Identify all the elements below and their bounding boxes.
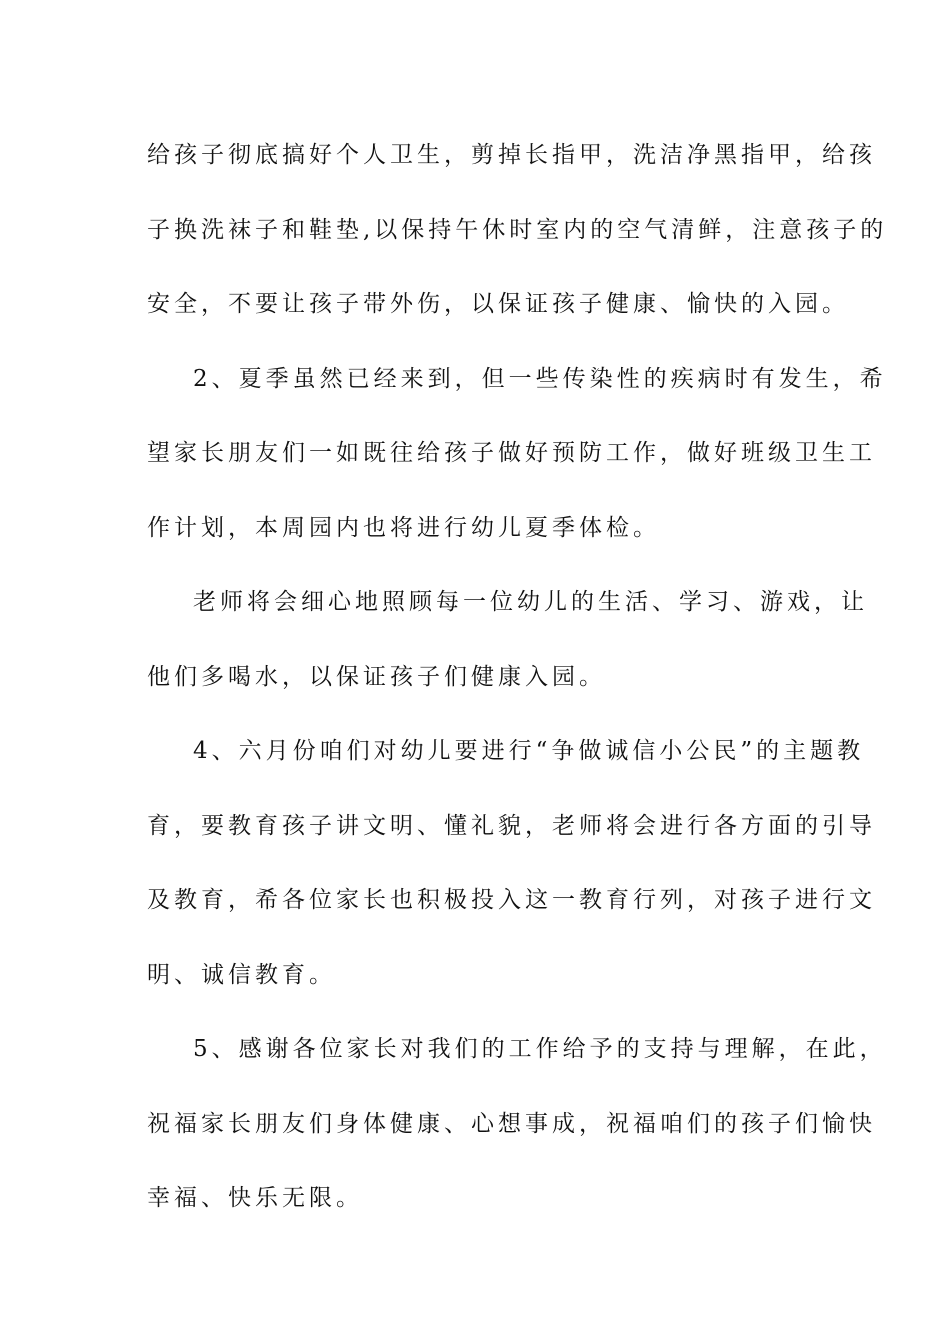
text-line: 明、诚信教育。 bbox=[147, 961, 336, 988]
text-line: 他们多喝水，以保证孩子们健康入园。 bbox=[147, 663, 606, 690]
text-line: 作计划，本周园内也将进行幼儿夏季体检。 bbox=[147, 514, 660, 541]
document-body bbox=[147, 118, 888, 1236]
paragraph-4-first-line: 4、六月份咱们对幼儿要进行“争做诚信小公民”的主题教 bbox=[193, 738, 865, 764]
text-line: 祝福家长朋友们身体健康、心想事成，祝福咱们的孩子们愉快 bbox=[147, 1110, 876, 1137]
text-line: 育，要教育孩子讲文明、懂礼貌，老师将会进行各方面的引导 bbox=[147, 812, 876, 839]
text-line: 望家长朋友们一如既往给孩子做好预防工作，做好班级卫生工 bbox=[147, 440, 876, 466]
text-line: 及教育，希各位家长也积极投入这一教育行列，对孩子进行文 bbox=[147, 887, 876, 913]
paragraph-2-first-line: 2、夏季虽然已经来到，但一些传染性的疾病时有发生，希 bbox=[193, 365, 887, 392]
text-line: 安全，不要让孩子带外伤，以保证孩子健康、愉快的入园。 bbox=[147, 291, 849, 317]
text-line: 子换洗袜子和鞋垫,以保持午休时室内的空气清鲜，注意孩子的 bbox=[147, 216, 888, 243]
text-line: 幸福、快乐无限。 bbox=[147, 1185, 363, 1211]
paragraph-5-first-line: 5、感谢各位家长对我们的工作给予的支持与理解，在此， bbox=[193, 1036, 887, 1062]
text-line: 给孩子彻底搞好个人卫生，剪掉长指甲，洗洁净黑指甲，给孩 bbox=[147, 142, 876, 168]
paragraph-3-first-line: 老师将会细心地照顾每一位幼儿的生活、学习、游戏，让 bbox=[193, 589, 868, 615]
